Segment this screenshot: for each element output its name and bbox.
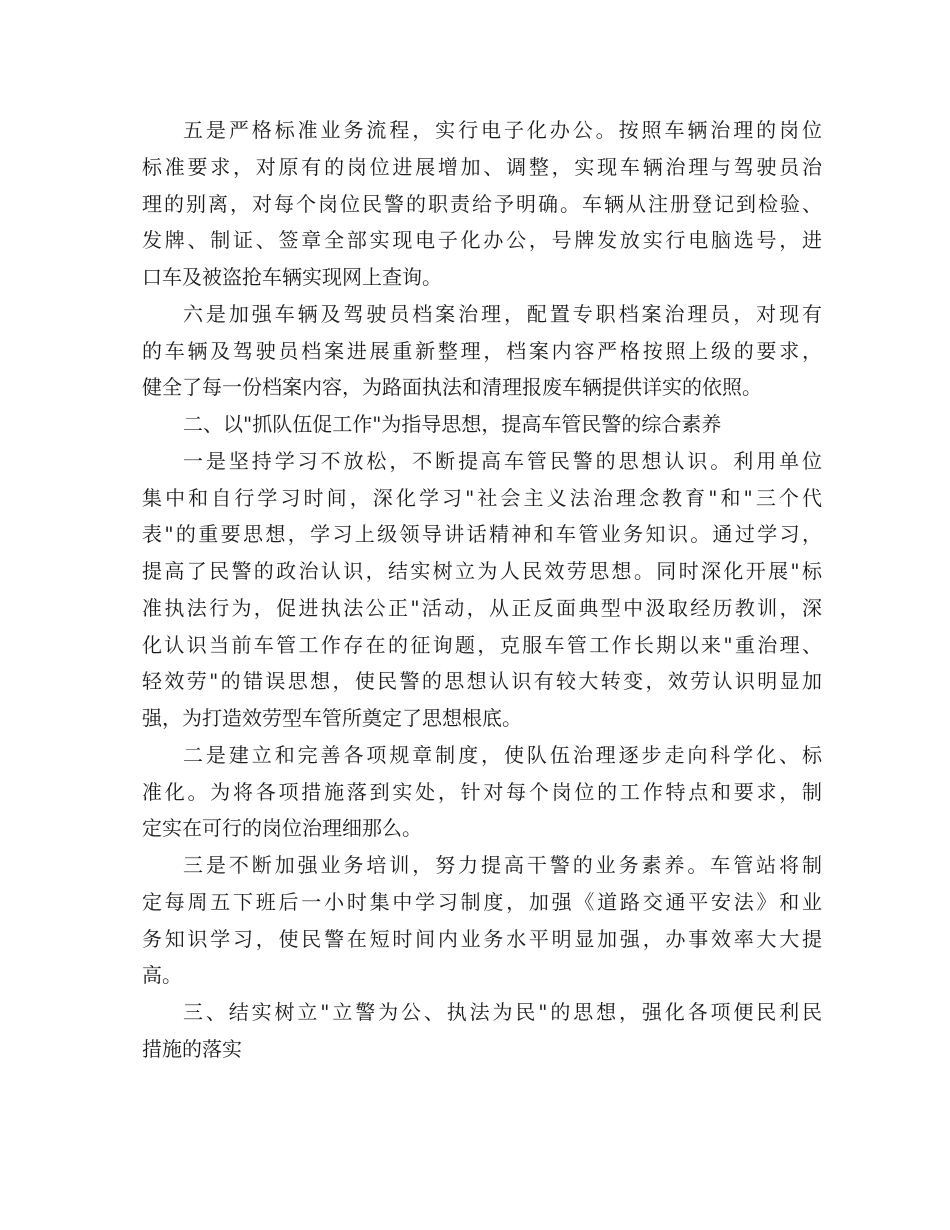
text-line: 二是建立和完善各项规章制度，使队伍治理逐步走向科学化、标 [183,742,822,767]
text-line: 标准要求，对原有的岗位进展增加、调整，实现车辆治理与驾驶员治 [142,154,822,179]
text-line: 措施的落实 [142,1036,242,1061]
text-line: 轻效劳"的错误思想，使民警的思想认识有较大转变，效劳认识明显加 [142,669,822,694]
document-body [142,112,822,1068]
section-heading-three [142,994,822,1068]
text-line: 三、结实树立"立警为公、执法为民"的思想，强化各项便民利民 [183,1000,822,1024]
text-line: 表"的重要思想，学习上级领导讲话精神和车管业务知识。通过学习， [142,522,822,547]
text-line: 定实在可行的岗位治理细那么。 [142,816,422,841]
paragraph-one-study [142,443,822,737]
paragraph-six-archive-management [142,296,822,406]
paragraph-two-regulations [142,737,822,847]
text-line: 三是不断加强业务培训，努力提高干警的业务素养。车管站将制 [183,853,822,877]
text-line: 口车及被盗抢车辆实现网上查询。 [142,265,442,289]
text-line: 五是严格标准业务流程，实行电子化办公。按照车辆治理的岗位 [183,118,822,142]
paragraph-three-training [142,847,822,994]
text-line: 二、以"抓队伍促工作"为指导思想，提高车管民警的综合素养 [183,412,722,436]
text-line: 提高了民警的政治认识，结实树立为人民效劳思想。同时深化开展"标 [142,559,822,583]
paragraph-five-standard-process [142,112,822,296]
text-line: 发牌、制证、签章全部实现电子化办公，号牌发放实行电脑选号，进 [142,228,822,253]
text-line: 强，为打造效劳型车管所奠定了思想根底。 [142,706,522,730]
text-line: 一是坚持学习不放松，不断提高车管民警的思想认识。利用单位 [183,448,822,473]
section-heading-two [142,406,822,443]
text-line: 高。 [142,963,182,988]
text-line: 健全了每一份档案内容，为路面执法和清理报废车辆提供详实的依照。 [142,375,762,400]
text-line: 集中和自行学习时间，深化学习"社会主义法治理念教育"和"三个代 [142,485,822,510]
text-line: 准化。为将各项措施落到实处，针对每个岗位的工作特点和要求，制 [142,779,822,804]
text-line: 六是加强车辆及驾驶员档案治理，配置专职档案治理员，对现有 [183,301,822,326]
text-line: 化认识当前车管工作存在的征询题，克服车管工作长期以来"重治理、 [142,632,822,657]
text-line: 准执法行为，促进执法公正"活动，从正反面典型中汲取经历教训，深 [142,595,822,620]
text-line: 理的别离，对每个岗位民警的职责给予明确。车辆从注册登记到检验、 [142,191,822,216]
text-line: 定每周五下班后一小时集中学习制度，加强《道路交通平安法》和业 [142,889,822,914]
text-line: 务知识学习，使民警在短时间内业务水平明显加强，办事效率大大提 [142,926,822,951]
text-line: 的车辆及驾驶员档案进展重新整理，档案内容严格按照上级的要求， [142,338,822,363]
